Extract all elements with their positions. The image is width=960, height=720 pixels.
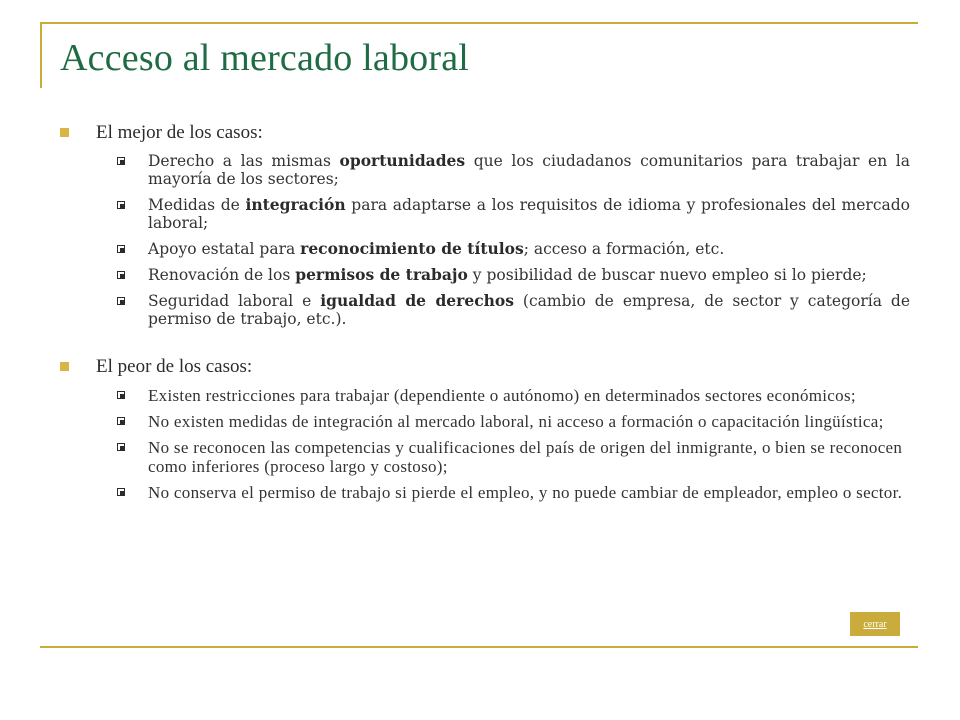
square-bullet-icon — [60, 362, 69, 371]
checkbox-bullet-icon — [117, 271, 125, 279]
list-item: Seguridad laboral e igualdad de derechos (cambio de empresa, de sector y categoría de permiso de trabajo, etc.). — [96, 292, 910, 328]
checkbox-bullet-icon — [117, 157, 125, 165]
section-label: El peor de los casos: — [96, 356, 253, 377]
emphasis: oportunidades — [339, 151, 466, 170]
close-button[interactable]: cerrar — [850, 612, 900, 636]
emphasis: reconocimiento de títulos — [300, 239, 524, 258]
checkbox-bullet-icon — [117, 391, 125, 399]
bottom-rule — [40, 646, 918, 648]
top-rule — [40, 22, 918, 24]
list-item: Derecho a las mismas oportunidades que los ciudadanos comunitarios para trabajar en la mayoría de los sectores; — [96, 152, 910, 188]
checkbox-bullet-icon — [117, 245, 125, 253]
list-item: Medidas de integración para adaptarse a los requisitos de idioma y profesionales del mercado laboral; — [96, 196, 910, 232]
checkbox-bullet-icon — [117, 201, 125, 209]
left-rule — [40, 22, 42, 88]
square-bullet-icon — [60, 128, 69, 137]
checkbox-bullet-icon — [117, 488, 125, 496]
list-item: Existen restricciones para trabajar (dependiente o autónomo) en determinados sectores económicos; — [96, 386, 910, 405]
emphasis: permisos de trabajo — [295, 265, 468, 284]
checkbox-bullet-icon — [117, 417, 125, 425]
slide-title: Acceso al mercado laboral — [60, 37, 470, 79]
list-item: No conserva el permiso de trabajo si pierde el empleo, y no puede cambiar de empleador, empleo o sector. — [96, 483, 910, 502]
list-item: Renovación de los permisos de trabajo y posibilidad de buscar nuevo empleo si lo pierde; — [96, 266, 910, 284]
checkbox-bullet-icon — [117, 443, 125, 451]
list-item: Apoyo estatal para reconocimiento de títulos; acceso a formación, etc. — [96, 240, 910, 258]
section-worst-case — [60, 354, 910, 502]
emphasis: igualdad de derechos — [320, 291, 514, 310]
list-item: No existen medidas de integración al mercado laboral, ni acceso a formación o capacitación lingüística; — [96, 412, 910, 431]
emphasis: integración — [245, 195, 346, 214]
list-item: No se reconocen las competencias y cualificaciones del país de origen del inmigrante, o bien se reconocen como inferiores (proceso largo y costoso); — [96, 438, 910, 476]
section-best-case — [60, 120, 910, 328]
slide-content — [60, 120, 910, 509]
section-label: El mejor de los casos: — [96, 122, 263, 143]
checkbox-bullet-icon — [117, 297, 125, 305]
